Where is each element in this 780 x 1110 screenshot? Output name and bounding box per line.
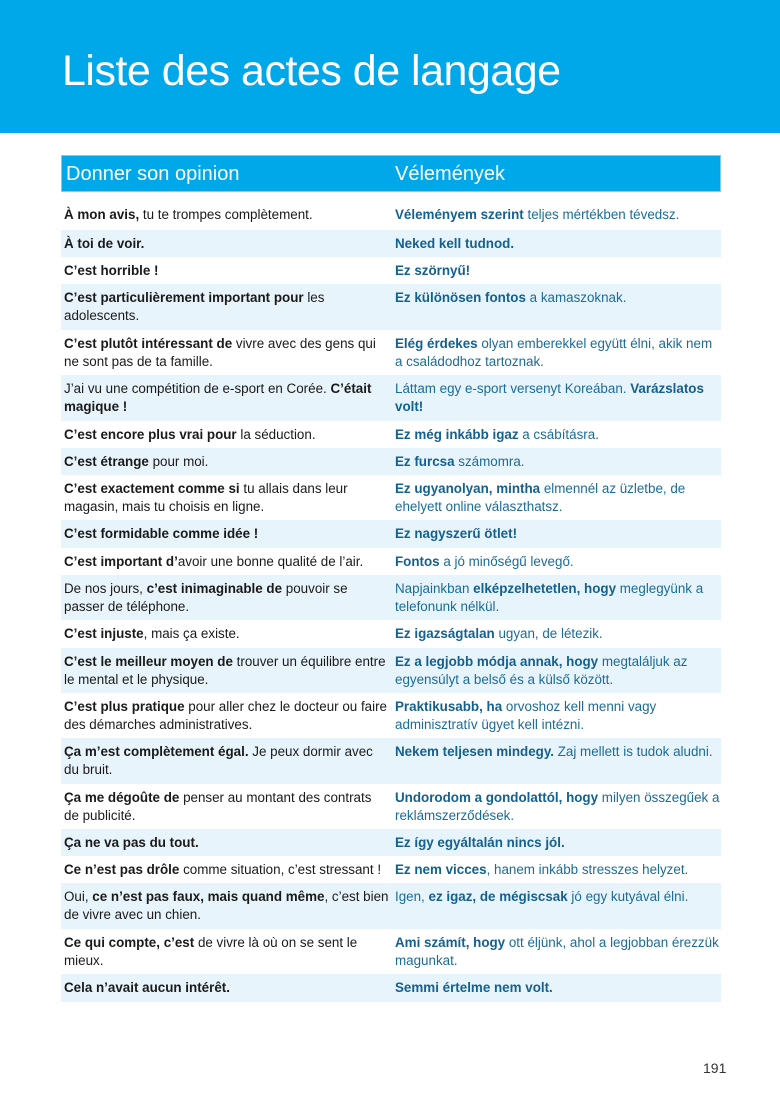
- phrase-bold: Ça ne va pas du tout.: [64, 835, 199, 850]
- phrase-text: la séduction.: [236, 427, 316, 442]
- phrase-bold: Ez nem vicces: [395, 862, 487, 877]
- phrase-table: [61, 155, 721, 1002]
- phrase-text: Napjainkban: [395, 581, 474, 596]
- header-hungarian: Vélemények: [395, 163, 506, 185]
- phrase-bold: Semmi értelme nem volt.: [395, 980, 553, 995]
- phrase-text: Je peux dormir avec du bruit.: [64, 744, 373, 777]
- phrase-bold: Ez igazságtalan: [395, 626, 495, 641]
- phrase-text: olyan emberekkel együtt élni, akik nem a családodhoz tartoznak.: [395, 336, 713, 369]
- phrase-text: Oui,: [64, 889, 93, 904]
- phrase-bold: c’est inimaginable de: [146, 581, 283, 596]
- phrase-text: meglegyünk a telefonunk nélkül.: [395, 581, 704, 614]
- hungarian-phrase: [395, 262, 721, 280]
- phrase-bold: Ez furcsa: [395, 454, 455, 469]
- phrase-text: orvoshoz kell menni vagy adminisztratív ügyet kell intézni.: [395, 699, 657, 732]
- table-row: [61, 192, 721, 230]
- french-phrase: [64, 235, 389, 253]
- phrase-text: jó egy kutyával élni.: [567, 889, 689, 904]
- table-row: [61, 738, 721, 784]
- french-phrase: [64, 262, 389, 280]
- hungarian-phrase: [395, 525, 721, 543]
- phrase-text: elmennél az üzletbe, de ehelyett online választhatsz.: [395, 481, 686, 514]
- french-phrase: [64, 625, 389, 643]
- french-phrase: [64, 834, 389, 852]
- hungarian-phrase: [395, 625, 721, 643]
- hungarian-phrase: [395, 335, 721, 371]
- phrase-text: tu te trompes complètement.: [139, 207, 313, 222]
- french-phrase: [64, 289, 389, 325]
- phrase-bold: elképzelhetetlen, hogy: [473, 581, 617, 596]
- phrase-bold: C’est encore plus vrai pour: [64, 427, 237, 442]
- phrase-bold: C’est important d’: [64, 554, 178, 569]
- hungarian-phrase: [395, 553, 721, 571]
- phrase-text: de vivre là où on se sent le mieux.: [64, 935, 358, 968]
- french-phrase: [64, 934, 389, 970]
- table-row: [61, 421, 721, 448]
- phrase-text: ugyan, de létezik.: [494, 626, 603, 641]
- phrase-bold: À mon avis,: [64, 207, 140, 222]
- phrase-text: a jó minőségű levegő.: [439, 554, 574, 569]
- hungarian-phrase: [395, 453, 721, 471]
- phrase-text: a csábításra.: [518, 427, 599, 442]
- phrase-bold: C’est plus pratique: [64, 699, 185, 714]
- hungarian-phrase: [395, 653, 721, 689]
- phrase-bold: C’est étrange: [64, 454, 149, 469]
- french-phrase: [64, 206, 389, 224]
- hungarian-phrase: [395, 480, 721, 516]
- hungarian-phrase: [395, 235, 721, 253]
- table-row: [61, 448, 721, 475]
- phrase-bold: Ez ugyanolyan, mintha: [395, 481, 541, 496]
- phrase-bold: À toi de voir.: [64, 236, 145, 251]
- table-row: [61, 475, 721, 520]
- phrase-text: avoir une bonne qualité de l’air.: [177, 554, 364, 569]
- phrase-text: les adolescents.: [64, 290, 325, 323]
- french-phrase: [64, 380, 389, 416]
- page-number: 191: [703, 1060, 727, 1076]
- phrase-text: pouvoir se passer de téléphone.: [64, 581, 348, 614]
- table-row: [61, 230, 721, 257]
- hungarian-phrase: [395, 743, 721, 761]
- phrase-text: De nos jours,: [64, 581, 147, 596]
- phrase-text: tu allais dans leur magasin, mais tu choisis en ligne.: [64, 481, 348, 514]
- phrase-text: , mais ça existe.: [143, 626, 240, 641]
- phrase-text: vivre avec des gens qui ne sont pas de ta famille.: [64, 336, 376, 369]
- phrase-text: milyen összegűek a reklámszerződések.: [395, 790, 720, 823]
- table-row: [61, 856, 721, 883]
- hungarian-phrase: [395, 426, 721, 444]
- french-phrase: [64, 335, 389, 371]
- french-phrase: [64, 580, 389, 616]
- header-french: Donner son opinion: [66, 163, 240, 185]
- hungarian-phrase: [395, 834, 721, 852]
- french-phrase: [64, 653, 389, 689]
- phrase-text: teljes mértékben tévedsz.: [523, 207, 680, 222]
- phrase-bold: C’est horrible !: [64, 263, 159, 278]
- phrase-text: Igen,: [395, 889, 429, 904]
- table-row: [61, 974, 721, 1002]
- table-row: [61, 829, 721, 856]
- hungarian-phrase: [395, 934, 721, 970]
- french-phrase: [64, 698, 389, 734]
- phrase-text: számomra.: [454, 454, 525, 469]
- phrase-bold: C’est particulièrement important pour: [64, 290, 304, 305]
- table-row: [61, 548, 721, 575]
- table-row: [61, 929, 721, 974]
- phrase-bold: C’est exactement comme si: [64, 481, 240, 496]
- phrase-text: , hanem inkább stresszes helyzet.: [486, 862, 689, 877]
- table-row: [61, 330, 721, 375]
- phrase-bold: Fontos: [395, 554, 440, 569]
- phrase-bold: Ez a legjobb módja annak, hogy: [395, 654, 599, 669]
- phrase-bold: Varázslatos volt!: [395, 381, 704, 414]
- phrase-bold: Ça me dégoûte de: [64, 790, 180, 805]
- phrase-text: megtaláljuk az egyensúlyt a belső és a külső között.: [395, 654, 688, 687]
- french-phrase: [64, 553, 389, 571]
- phrase-text: penser au montant des contrats de publicité.: [64, 790, 372, 823]
- title-banner: [0, 0, 780, 133]
- phrase-text: , c’est bien de vivre avec un chien.: [64, 889, 389, 922]
- hungarian-phrase: [395, 698, 721, 734]
- phrase-text: trouver un équilibre entre le mental et le physique.: [64, 654, 386, 687]
- phrase-text: pour aller chez le docteur ou faire des démarches administratives.: [64, 699, 388, 732]
- table-row: [61, 784, 721, 829]
- phrase-bold: Elég érdekes: [395, 336, 478, 351]
- hungarian-phrase: [395, 888, 721, 906]
- phrase-text: comme situation, c’est stressant !: [179, 862, 382, 877]
- phrase-bold: Undorodom a gondolattól, hogy: [395, 790, 599, 805]
- phrase-bold: Cela n’avait aucun intérêt.: [64, 980, 230, 995]
- phrase-bold: C’est plutôt intéressant de: [64, 336, 233, 351]
- phrase-text: a kamaszoknak.: [525, 290, 627, 305]
- phrase-bold: Ça m’est complètement égal.: [64, 744, 249, 759]
- phrase-bold: Ez szörnyű!: [395, 263, 471, 278]
- phrase-bold: Ez még inkább igaz: [395, 427, 519, 442]
- french-phrase: [64, 453, 389, 471]
- table-row: [61, 648, 721, 693]
- french-phrase: [64, 743, 389, 779]
- phrase-bold: C’est formidable comme idée !: [64, 526, 259, 541]
- french-phrase: [64, 426, 389, 444]
- phrase-bold: C’était magique !: [64, 381, 372, 414]
- phrase-text: Láttam egy e-sport versenyt Koreában.: [395, 381, 631, 396]
- table-row: [61, 620, 721, 648]
- phrase-bold: C’est injuste: [64, 626, 144, 641]
- table-row: [61, 575, 721, 620]
- hungarian-phrase: [395, 289, 721, 307]
- table-row: [61, 693, 721, 738]
- hungarian-phrase: [395, 380, 721, 416]
- table-row: [61, 284, 721, 330]
- phrase-bold: Praktikusabb, ha: [395, 699, 503, 714]
- french-phrase: [64, 525, 389, 543]
- phrase-text: ott éljünk, ahol a legjobban érezzük magunkat.: [395, 935, 719, 968]
- phrase-bold: Nekem teljesen mindegy.: [395, 744, 555, 759]
- french-phrase: [64, 888, 389, 924]
- phrase-bold: Ami számít, hogy: [395, 935, 506, 950]
- phrase-text: pour moi.: [148, 454, 209, 469]
- table-header: [61, 155, 721, 192]
- phrase-bold: Ce qui compte, c’est: [64, 935, 195, 950]
- phrase-bold: Neked kell tudnod.: [395, 236, 515, 251]
- phrase-text: Zaj mellett is tudok aludni.: [554, 744, 713, 759]
- hungarian-phrase: [395, 979, 721, 997]
- french-phrase: [64, 979, 389, 997]
- hungarian-phrase: [395, 861, 721, 879]
- french-phrase: [64, 480, 389, 516]
- table-row: [61, 883, 721, 929]
- phrase-bold: ez igaz, de mégiscsak: [428, 889, 568, 904]
- french-phrase: [64, 789, 389, 825]
- french-phrase: [64, 861, 389, 879]
- phrase-bold: Ez így egyáltalán nincs jól.: [395, 835, 565, 850]
- phrase-text: J’ai vu une compétition de e-sport en Corée.: [64, 381, 331, 396]
- table-body: [61, 192, 721, 1002]
- phrase-bold: Ez nagyszerű ötlet!: [395, 526, 518, 541]
- hungarian-phrase: [395, 580, 721, 616]
- table-row: [61, 520, 721, 548]
- phrase-bold: C’est le meilleur moyen de: [64, 654, 233, 669]
- hungarian-phrase: [395, 789, 721, 825]
- phrase-bold: Ce n’est pas drôle: [64, 862, 180, 877]
- phrase-bold: Véleményem szerint: [395, 207, 524, 222]
- phrase-bold: ce n’est pas faux, mais quand même: [92, 889, 325, 904]
- hungarian-phrase: [395, 206, 721, 224]
- phrase-bold: Ez különösen fontos: [395, 290, 526, 305]
- table-row: [61, 257, 721, 284]
- page-title: Liste des actes de langage: [62, 47, 561, 95]
- table-row: [61, 375, 721, 421]
